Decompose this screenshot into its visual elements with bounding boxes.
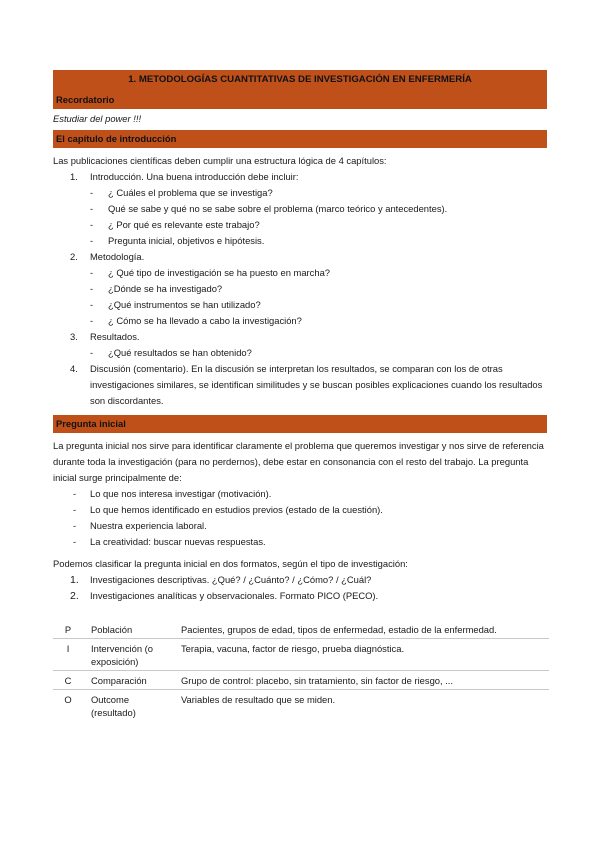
sub-item (53, 281, 547, 297)
pico-name: Outcome (resultado) (91, 694, 136, 718)
chapter-sublist (53, 345, 547, 361)
chapter-sublist-wrapper (53, 345, 547, 361)
reminder-text: Estudiar del power !!! (53, 113, 142, 124)
document-title: 1. METODOLOGÍAS CUANTITATIVAS DE INVESTIGACIÓN EN ENFERMERÍA (53, 70, 547, 91)
list-number: 4. (70, 363, 78, 374)
pico-description: Pacientes, grupos de edad, tipos de enfermedad, estadio de la enfermedad. (175, 620, 549, 639)
dash-marker: - (73, 488, 77, 499)
chapter-item (53, 169, 547, 185)
pico-letter: P (53, 620, 83, 639)
sub-item-text: ¿ Cuáles el problema que se investiga? (108, 187, 273, 198)
intro-lead: Las publicaciones científicas deben cumplir una estructura lógica de 4 capítulos: (53, 155, 387, 166)
list-item-text: Investigaciones descriptivas. ¿Qué? / ¿Cuánto? / ¿Cómo? / ¿Cuál? (90, 574, 372, 585)
list-item (53, 518, 547, 534)
list-item (53, 572, 547, 588)
sub-item-text: ¿Dónde se ha investigado? (108, 283, 223, 294)
list-number: 2. (70, 590, 79, 602)
chapter-text: Introducción. Una buena introducción debe incluir: (90, 171, 299, 182)
dash-marker: - (90, 219, 94, 230)
dash-marker: - (90, 203, 94, 214)
dash-marker: - (73, 504, 77, 515)
chapter-text: Resultados. (90, 331, 140, 342)
list-item-text: La creatividad: buscar nuevas respuestas. (90, 536, 266, 547)
list-number: 1. (70, 171, 78, 182)
sub-item (53, 297, 547, 313)
table-row (53, 639, 549, 671)
list-item-text: Lo que nos interesa investigar (motivación). (90, 488, 272, 499)
initial-question-para1: La pregunta inicial nos sirve para identificar claramente el problema que queremos investigar y nos sirve de referencia durante toda la investigación (para no perdernos), debe estar en consonancia con el resto del trabajo. La pregunta inicial surge principalmente de: (53, 440, 544, 483)
sub-item-text: ¿ Cómo se ha llevado a cabo la investigación? (108, 315, 302, 326)
initial-question-para2: Podemos clasificar la pregunta inicial en dos formatos, según el tipo de investigación: (53, 558, 408, 569)
list-item-text: Investigaciones analíticas y observacionales. Formato PICO (PECO). (90, 590, 379, 601)
dash-marker: - (90, 299, 94, 310)
pico-letter: I (53, 639, 83, 671)
chapter-item (53, 249, 547, 265)
reminder-heading: Recordatorio (53, 91, 547, 109)
dash-marker: - (73, 520, 77, 531)
pico-description: Terapia, vacuna, factor de riesgo, prueba diagnóstica. (175, 639, 549, 671)
sources-list (53, 486, 547, 550)
chapter-list (53, 169, 547, 409)
pico-letter: O (64, 694, 72, 705)
chapter-item (53, 329, 547, 345)
list-item (53, 534, 547, 550)
sub-item (53, 217, 547, 233)
sub-item-text: Pregunta inicial, objetivos e hipótesis. (108, 235, 265, 246)
pico-name: Intervención (o exposición) (83, 639, 175, 671)
table-row (53, 620, 549, 639)
chapter-text: Discusión (comentario). En la discusión se interpretan los resultados, se comparan con los de otras investigaciones similares, se identifican similitudes y se buscan posibles explicaciones cuando los resultados son discordantes. (90, 363, 543, 406)
pico-name: Población (83, 620, 175, 639)
dash-marker: - (90, 187, 94, 198)
pico-letter: C (53, 671, 83, 690)
chapter-text: Metodología. (90, 251, 145, 262)
list-item-text: Nuestra experiencia laboral. (90, 520, 207, 531)
sub-item (53, 265, 547, 281)
list-item (53, 502, 547, 518)
chapter-sublist (53, 265, 547, 329)
dash-marker: - (90, 267, 94, 278)
chapter-sublist (53, 185, 547, 249)
chapter-sublist-wrapper (53, 185, 547, 249)
pico-name: Comparación (83, 671, 175, 690)
dash-marker: - (90, 235, 94, 246)
dash-marker: - (90, 283, 94, 294)
chapter-item (53, 361, 547, 409)
sub-item-text: ¿ Por qué es relevante este trabajo? (108, 219, 260, 230)
sub-item (53, 185, 547, 201)
list-number: 1. (70, 574, 79, 586)
intro-chapter-heading: El capítulo de introducción (53, 130, 547, 148)
dash-marker: - (73, 536, 77, 547)
table-row (53, 671, 549, 690)
sub-item (53, 345, 547, 361)
dash-marker: - (90, 347, 94, 358)
list-item (53, 588, 547, 604)
list-item (53, 486, 547, 502)
formats-list (53, 572, 547, 604)
sub-item (53, 313, 547, 329)
sub-item-text: Qué se sabe y qué no se sabe sobre el problema (marco teórico y antecedentes). (108, 203, 448, 214)
sub-item (53, 201, 547, 217)
pico-description: Grupo de control: placebo, sin tratamiento, sin factor de riesgo, ... (175, 671, 549, 690)
document-page (53, 70, 547, 721)
initial-question-heading: Pregunta inicial (53, 415, 547, 433)
list-item-text: Lo que hemos identificado en estudios previos (estado de la cuestión). (90, 504, 383, 515)
pico-table (53, 620, 549, 721)
list-number: 2. (70, 251, 78, 262)
table-row (53, 690, 549, 722)
sub-item-text: ¿ Qué tipo de investigación se ha puesto en marcha? (108, 267, 331, 278)
chapter-sublist-wrapper (53, 265, 547, 329)
sub-item (53, 233, 547, 249)
list-number: 3. (70, 331, 78, 342)
dash-marker: - (90, 315, 94, 326)
sub-item-text: ¿Qué resultados se han obtenido? (108, 347, 252, 358)
sub-item-text: ¿Qué instrumentos se han utilizado? (108, 299, 261, 310)
pico-description: Variables de resultado que se miden. (181, 694, 336, 705)
